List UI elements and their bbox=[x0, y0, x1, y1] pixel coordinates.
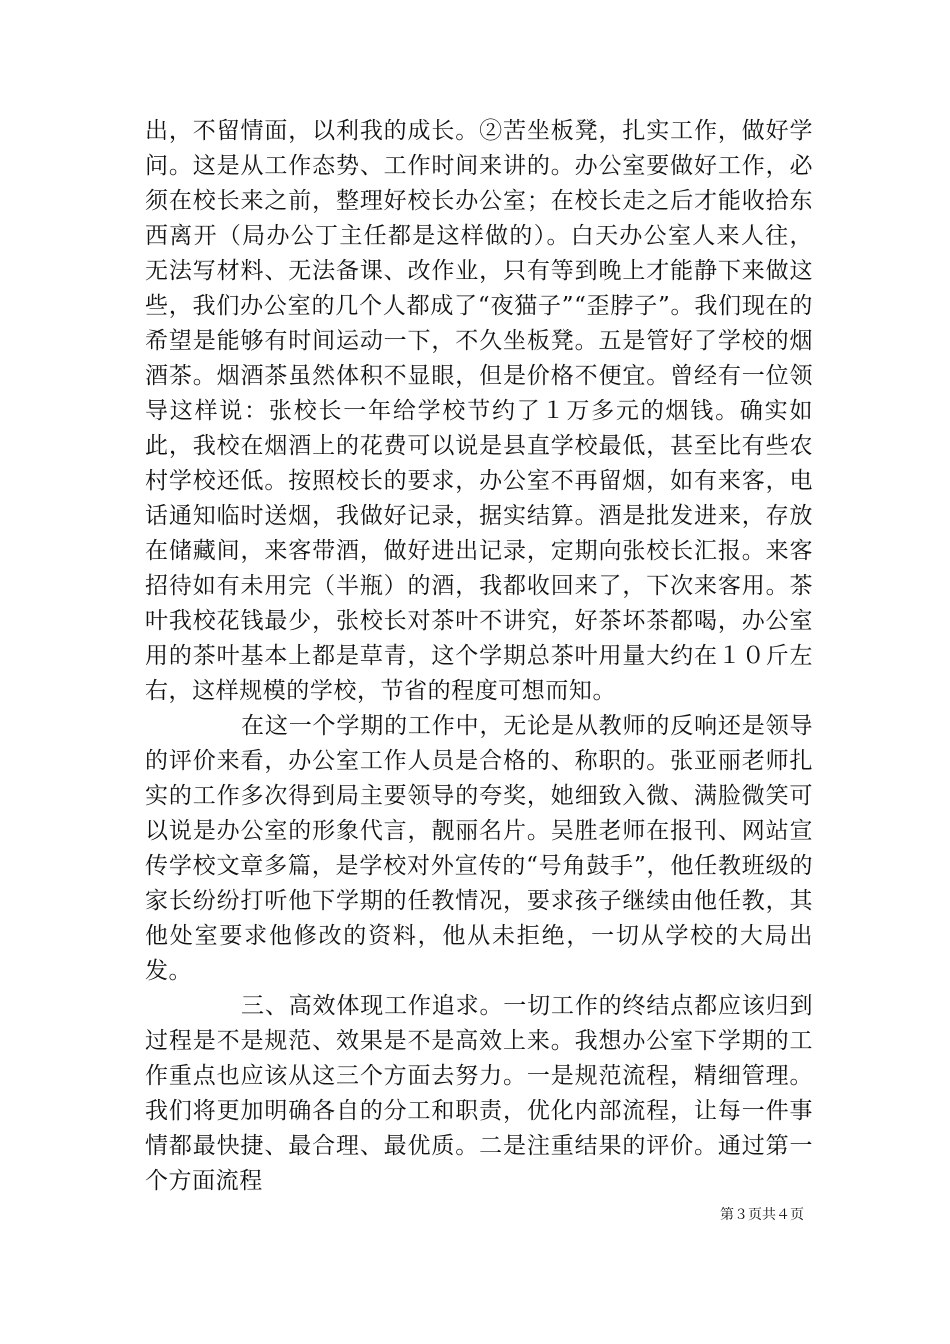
page-number-footer: 第３页共４页 bbox=[720, 1207, 804, 1223]
paragraph-2: 在这一个学期的工作中，无论是从教师的反响还是领导的评价来看，办公室工作人员是合格的、称职的。张亚丽老师扎实的工作多次得到局主要领导的夸奖，她细致入微、满脸微笑可以说是办公室的形象代言，靓丽名片。吴胜老师在报刊、网站宣传学校文章多篇，是学校对外宣传的“号角鼓手”，他任教班级的家长纷纷打听他下学期的任教情况，要求孩子继续由他任教，其他处室要求他修改的资料，他从未拒绝，一切从学校的大局出发。 bbox=[145, 713, 813, 984]
paragraph-3: 三、高效体现工作追求。一切工作的终结点都应该归到过程是不是规范、效果是不是高效上来。我想办公室下学期的工作重点也应该从这三个方面去努力。一是规范流程，精细管理。我们将更加明确各自的分工和职责，优化内部流程，让每一件事情都最快捷、最合理、最优质。二是注重结果的评价。通过第一个方面流程 bbox=[145, 993, 813, 1194]
body-text bbox=[145, 114, 813, 1199]
paragraph-1: 出，不留情面，以利我的成长。②苦坐板凳，扎实工作，做好学问。这是从工作态势、工作时间来讲的。办公室要做好工作，必须在校长来之前，整理好校长办公室；在校长走之后才能收拾东西离开（局办公丁主任都是这样做的）。白天办公室人来人往，无法写材料、无法备课、改作业，只有等到晚上才能静下来做这些，我们办公室的几个人都成了“夜猫子”“歪脖子”。我们现在的希望是能够有时间运动一下，不久坐板凳。五是管好了学校的烟酒茶。烟酒茶虽然体积不显眼，但是价格不便宜。曾经有一位领导这样说：张校长一年给学校节约了１万多元的烟钱。确实如此，我校在烟酒上的花费可以说是县直学校最低，甚至比有些农村学校还低。按照校长的要求，办公室不再留烟，如有来客，电话通知临时送烟，我做好记录，据实结算。酒是批发进来，存放在储藏间，来客带酒，做好进出记录，定期向张校长汇报。来客招待如有未用完（半瓶）的酒，我都收回来了，下次来客用。茶叶我校花钱最少，张校长对茶叶不讲究，好茶坏茶都喝，办公室用的茶叶基本上都是草青，这个学期总茶叶用量大约在１０斤左右，这样规模的学校，节省的程度可想而知。 bbox=[145, 118, 813, 704]
